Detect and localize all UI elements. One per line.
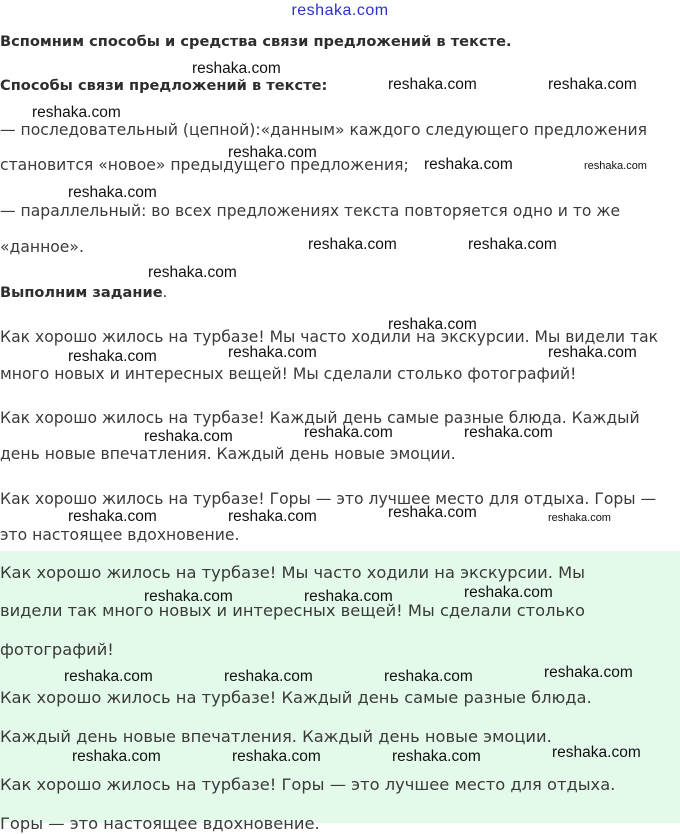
watermark: reshaka.com xyxy=(548,76,637,93)
example-2-line-2: день новые впечатления. Каждый день новые эмоции. xyxy=(0,445,456,463)
watermark: reshaka.com xyxy=(304,588,393,605)
method-parallel-line-1: — параллельный: во всех предложениях текста повторяется одно и то же xyxy=(0,202,621,220)
answer-line-5: Каждый день новые впечатления. Каждый день новые эмоции. xyxy=(0,727,552,746)
answer-line-3: фотографий! xyxy=(0,640,114,659)
example-2-line-1: Как хорошо жилось на турбазе! Каждый день самые разные блюда. Каждый xyxy=(0,409,640,427)
watermark: reshaka.com xyxy=(552,744,641,761)
watermark: reshaka.com xyxy=(388,76,477,93)
answer-line-6: Как хорошо жилось на турбазе! Горы — это лучшее место для отдыха. xyxy=(0,775,616,794)
watermark: reshaka.com xyxy=(544,664,633,681)
watermark: reshaka.com xyxy=(304,424,393,441)
example-1-line-2: много новых и интересных вещей! Мы сделали столько фотографий! xyxy=(0,365,577,383)
watermark: reshaka.com xyxy=(68,348,157,365)
watermark: reshaka.com xyxy=(392,748,481,765)
watermark: reshaka.com xyxy=(192,60,281,77)
example-3-line-1: Как хорошо жилось на турбазе! Горы — это лучшее место для отдыха. Горы — xyxy=(0,490,657,508)
task-heading-dot: . xyxy=(162,284,168,301)
method-parallel-line-2: «данное». xyxy=(0,238,84,256)
task-heading xyxy=(0,283,167,303)
site-header-link[interactable]: reshaka.com xyxy=(291,2,389,19)
watermark: reshaka.com xyxy=(32,104,121,121)
watermark: reshaka.com xyxy=(468,236,557,253)
answer-line-7: Горы — это настоящее вдохновение. xyxy=(0,814,320,833)
example-3-line-2: это настоящее вдохновение. xyxy=(0,526,240,544)
watermark: reshaka.com xyxy=(144,588,233,605)
watermark: reshaka.com xyxy=(228,508,317,525)
watermark: reshaka.com xyxy=(228,144,317,161)
task-heading-text: Выполним задание xyxy=(0,284,163,301)
watermark: reshaka.com xyxy=(388,504,477,521)
answer-line-1: Как хорошо жилось на турбазе! Мы часто ходили на экскурсии. Мы xyxy=(0,563,585,582)
watermark: reshaka.com xyxy=(148,264,237,281)
method-chain-line-1: — последовательный (цепной):«данным» каждого следующего предложения xyxy=(0,121,648,139)
answer-line-2: видели так много новых и интересных вещей! Мы сделали столько xyxy=(0,601,585,620)
method-chain-line-2: становится «новое» предыдущего предложения; xyxy=(0,156,409,174)
watermark: reshaka.com xyxy=(464,584,553,601)
example-1-line-1: Как хорошо жилось на турбазе! Мы часто ходили на экскурсии. Мы видели так xyxy=(0,328,659,346)
watermark: reshaka.com xyxy=(72,748,161,765)
methods-heading: Способы связи предложений в тексте: xyxy=(0,77,328,94)
watermark: reshaka.com xyxy=(384,668,473,685)
watermark: reshaka.com xyxy=(232,748,321,765)
watermark: reshaka.com xyxy=(68,508,157,525)
watermark: reshaka.com xyxy=(308,236,397,253)
watermark: reshaka.com xyxy=(68,184,157,201)
watermark: reshaka.com xyxy=(464,424,553,441)
watermark: reshaka.com xyxy=(228,344,317,361)
watermark: reshaka.com xyxy=(548,512,611,524)
watermark: reshaka.com xyxy=(388,316,477,333)
answer-line-4: Как хорошо жилось на турбазе! Каждый день самые разные блюда. xyxy=(0,688,592,707)
watermark: reshaka.com xyxy=(584,160,647,172)
watermark: reshaka.com xyxy=(144,428,233,445)
watermark: reshaka.com xyxy=(548,344,637,361)
watermark: reshaka.com xyxy=(64,668,153,685)
intro-heading: Вспомним способы и средства связи предложений в тексте. xyxy=(0,33,512,50)
watermark: reshaka.com xyxy=(224,668,313,685)
watermark: reshaka.com xyxy=(424,156,513,173)
